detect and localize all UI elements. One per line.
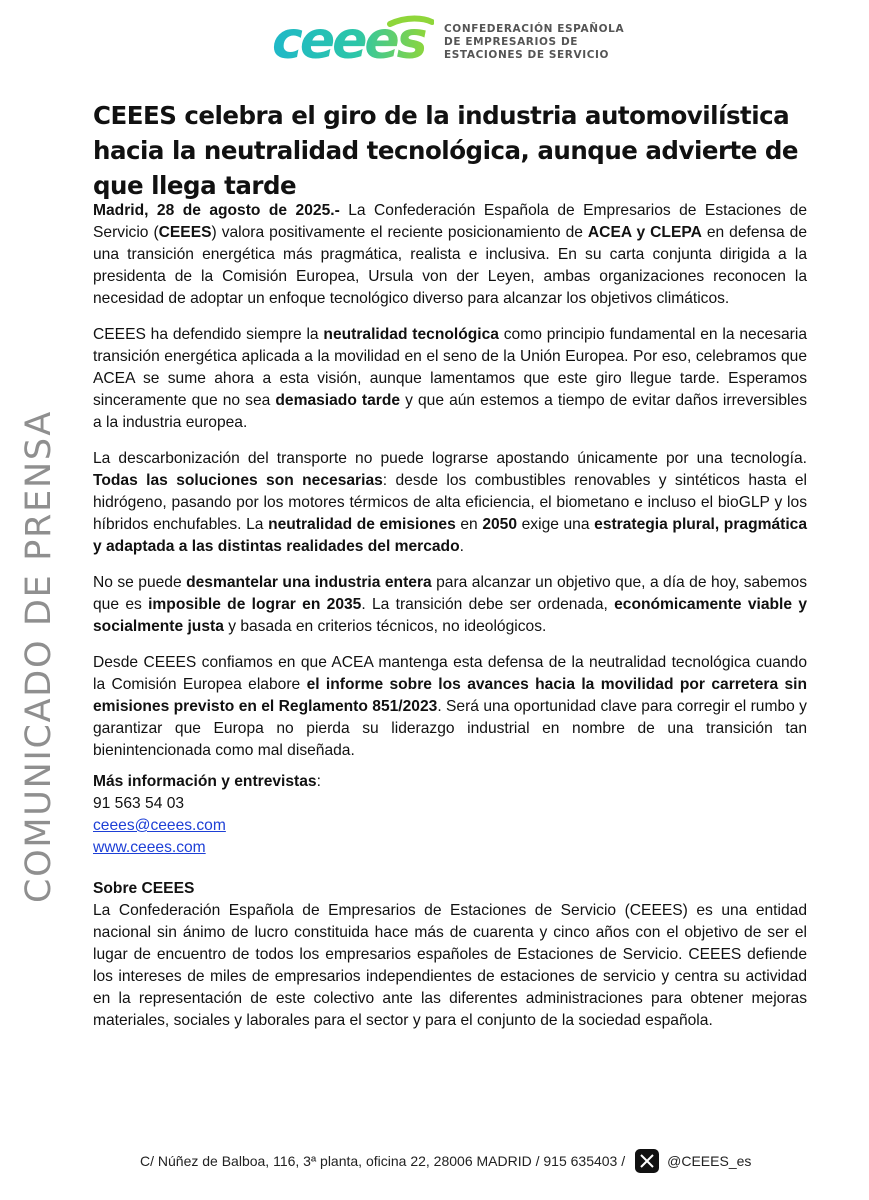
header-logo (272, 14, 624, 70)
footer-handle[interactable]: @CEEES_es (667, 1153, 752, 1169)
footer (140, 1148, 780, 1174)
org-line-3: ESTACIONES DE SERVICIO (444, 48, 610, 61)
article-body (93, 200, 807, 776)
page-title: CEEES celebra el giro de la industria automovilística hacia la neutralidad tecnológica, aunque advierte de que llega tarde (93, 101, 799, 200)
paragraph-3: La descarbonización del transporte no puede lograrse apostando únicamente por una tecnología. Todas las soluciones son necesarias: desde los combustibles renovables y sintéticos hasta el hidrógeno, pasando por los motores térmicos de alta eficiencia, el biometano e incluso el bioGLP y los híbridos enchufables. La neutralidad de emisiones en 2050 exige una estrategia plural, pragmática y adaptada a las distintas realidades del mercado. (93, 450, 808, 555)
contact-email-link[interactable]: ceees@ceees.com (93, 817, 226, 834)
website-link[interactable]: www.ceees.com (93, 839, 206, 856)
paragraph-4: No se puede desmantelar una industria entera para alcanzar un objetivo que, a día de hoy, sabemos que es imposible de lograr en 2035. La transición debe ser ordenada, económicamente viable y socialmente justa y basada en criterios técnicos, no ideológicos. (93, 574, 807, 635)
press-release-label: COMUNICADO DE PRENSA (19, 409, 59, 903)
paragraph-5: Desde CEEES confiamos en que ACEA mantenga esta defensa de la neutralidad tecnológica cuando la Comisión Europea elabore el informe sobre los avances hacia la movilidad por carretera sin emisiones previsto en el Reglamento 851/2023. Será una oportunidad clave para corregir el rumbo y garantizar que Europa no pierda su liderazgo industrial en nombre de una transición tan bienintencionada como mal diseñada. (93, 654, 808, 759)
logo-word: ceees (272, 14, 425, 70)
org-line-1: CONFEDERACIÓN ESPAÑOLA (444, 22, 625, 35)
footer-address: C/ Núñez de Balboa, 116, 3ª planta, oficina 22, 28006 MADRID / 915 635403 / (140, 1153, 626, 1169)
paragraph-1: Madrid, 28 de agosto de 2025.- La Confederación Española de Empresarios de Estaciones de Servicio (CEEES) valora positivamente el reciente posicionamiento de ACEA y CLEPA en defensa de una transición energética más pragmática, realista e inclusiva. En su carta conjunta dirigida a la presidenta de la Comisión Europea, Ursula von der Leyen, ambas organizaciones reconocen la necesidad de adoptar un enfoque tecnológico diverso para alcanzar los objetivos climáticos. (93, 202, 807, 307)
about-block (93, 878, 807, 1032)
contact-heading: Más información y entrevistas: (93, 773, 321, 790)
about-text: La Confederación Española de Empresarios de Estaciones de Servicio (CEEES) es una entidad nacional sin ánimo de lucro constituida hace más de cuarenta y cinco años con el objetivo de ser el lugar de encuentro de todos los empresarios españoles de Estaciones de Servicio. CEEES defiende los intereses de miles de empresarios independientes de estaciones de servicio y centra su actividad en la representación de este colectivo ante las diferentes administraciones para obtener mejoras materiales, sociales y laborales para el sector y para el conjunto de la sociedad española. (93, 902, 807, 1029)
paragraph-2: CEEES ha defendido siempre la neutralidad tecnológica como principio fundamental en la necesaria transición energética aplicada a la movilidad en el seno de la Unión Europea. Por eso, celebramos que ACEA se sume ahora a esta visión, aunque lamentamos que este giro llegue tarde. Esperamos sinceramente que no sea demasiado tarde y que aún estemos a tiempo de evitar daños irreversibles a la industria europea. (93, 326, 807, 431)
org-line-2: DE EMPRESARIOS DE (444, 35, 579, 48)
ceees-logo-icon (272, 14, 434, 70)
about-heading: Sobre CEEES (93, 880, 195, 897)
org-name (444, 23, 624, 62)
contact-block (93, 771, 807, 859)
contact-phone: 91 563 54 03 (93, 795, 185, 812)
x-logo-icon[interactable] (635, 1149, 659, 1173)
